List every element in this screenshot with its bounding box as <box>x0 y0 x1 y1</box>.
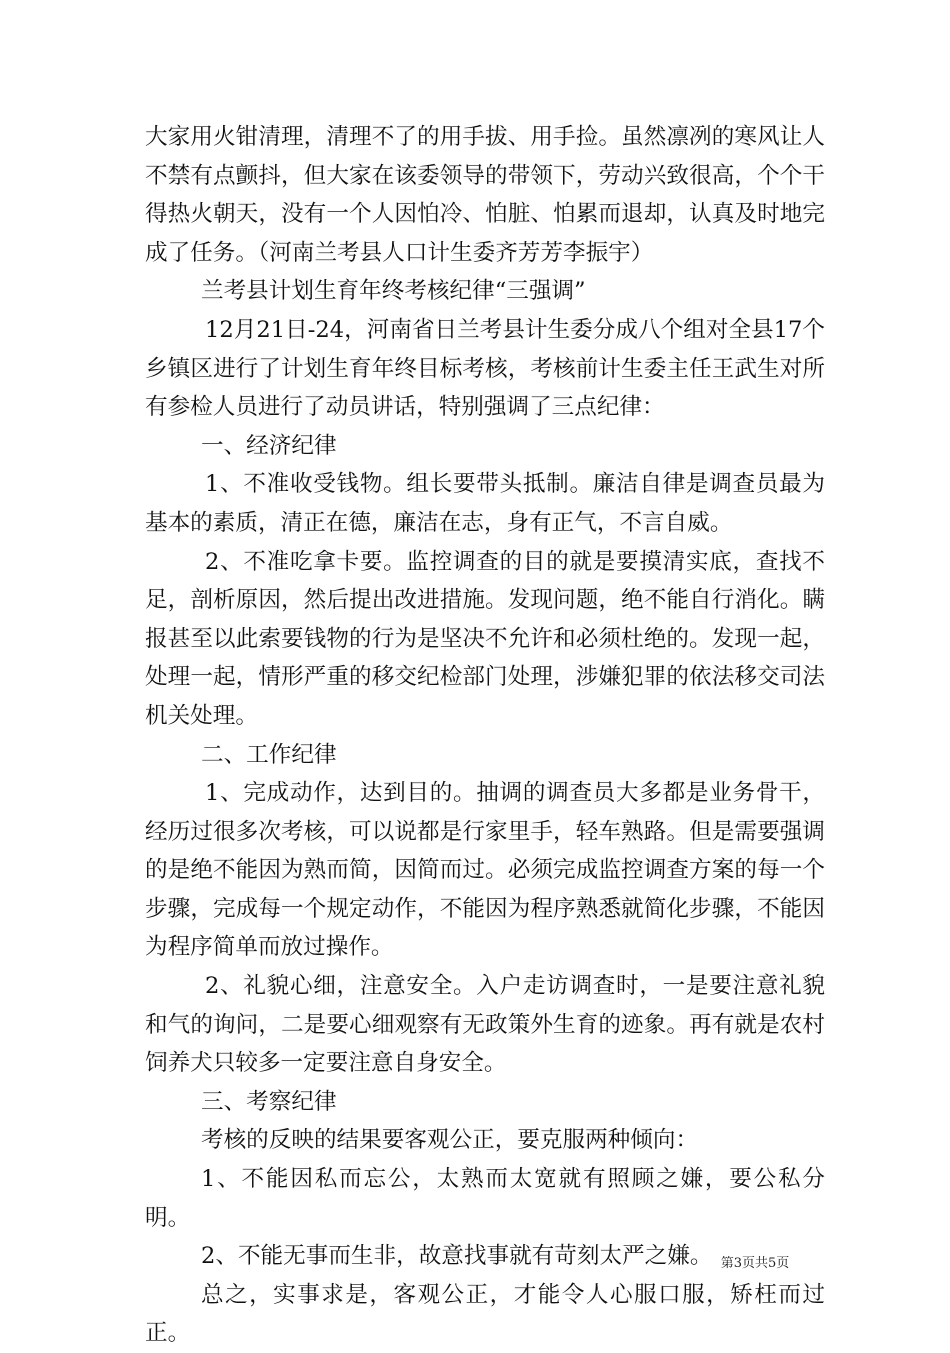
paragraph: 总之，实事求是，客观公正，才能令人心服口服，矫枉而过正。 <box>145 1281 825 1347</box>
paragraph: 2、不准吃拿卡要。监控调查的目的就是要摸清实底，查找不足，剖析原因，然后提出改进措施。发现问题，绝不能自行消化。瞒报甚至以此索要钱物的行为是坚决不允许和必须杜绝的。发现一起，处理一起，情形严重的移交纪检部门处理，涉嫌犯罪的依法移交司法机关处理。 <box>145 548 825 729</box>
page-number: 第3页共5页 <box>720 1256 790 1271</box>
paragraph: 1、不准收受钱物。组长要带头抵制。廉洁自律是调查员最为基本的素质，清正在德，廉洁在志，身有正气，不言自威。 <box>145 471 825 536</box>
section-title: 兰考县计划生育年终考核纪律“三强调” <box>201 278 586 305</box>
document-body <box>145 118 825 1353</box>
paragraph: 考核的反映的结果要客观公正，要克服两种倾向： <box>201 1127 699 1154</box>
heading-work-discipline: 二、工作纪律 <box>201 741 337 768</box>
paragraph: 1、不能因私而忘公，太熟而太宽就有照顾之嫌，要公私分明。 <box>145 1166 825 1231</box>
paragraph: 2、礼貌心细，注意安全。入户走访调查时，一是要注意礼貌和气的询问，二是要心细观察有无政策外生育的迹象。再有就是农村饲养犬只较多一定要注意自身安全。 <box>145 973 825 1077</box>
paragraph: 12月21日-24，河南省日兰考县计生委分成八个组对全县17个乡镇区进行了计划生育年终目标考核，考核前计生委主任王武生对所有参检人员进行了动员讲话，特别强调了三点纪律： <box>145 316 825 421</box>
paragraph: 1、完成动作，达到目的。抽调的调查员大多都是业务骨干，经历过很多次考核，可以说都是行家里手，轻车熟路。但是需要强调的是绝不能因为熟而简，因简而过。必须完成监控调查方案的每一个步骤，完成每一个规定动作，不能因为程序熟悉就简化步骤，不能因为程序简单而放过操作。 <box>145 780 825 961</box>
paragraph: 2、不能无事而生非，故意找事就有苛刻太严之嫌。 <box>201 1243 713 1270</box>
heading-inspection-discipline: 三、考察纪律 <box>201 1088 337 1115</box>
heading-economic-discipline: 一、经济纪律 <box>201 432 337 459</box>
paragraph: 大家用火钳清理，清理不了的用手拔、用手捡。虽然凛冽的寒风让人不禁有点颤抖，但大家在该委领导的带领下，劳动兴致很高，个个干得热火朝天，没有一个人因怕冷、怕脏、怕累而退却，认真及时地完成了任务。（河南兰考县人口计生委齐芳芳李振宇） <box>145 124 825 266</box>
